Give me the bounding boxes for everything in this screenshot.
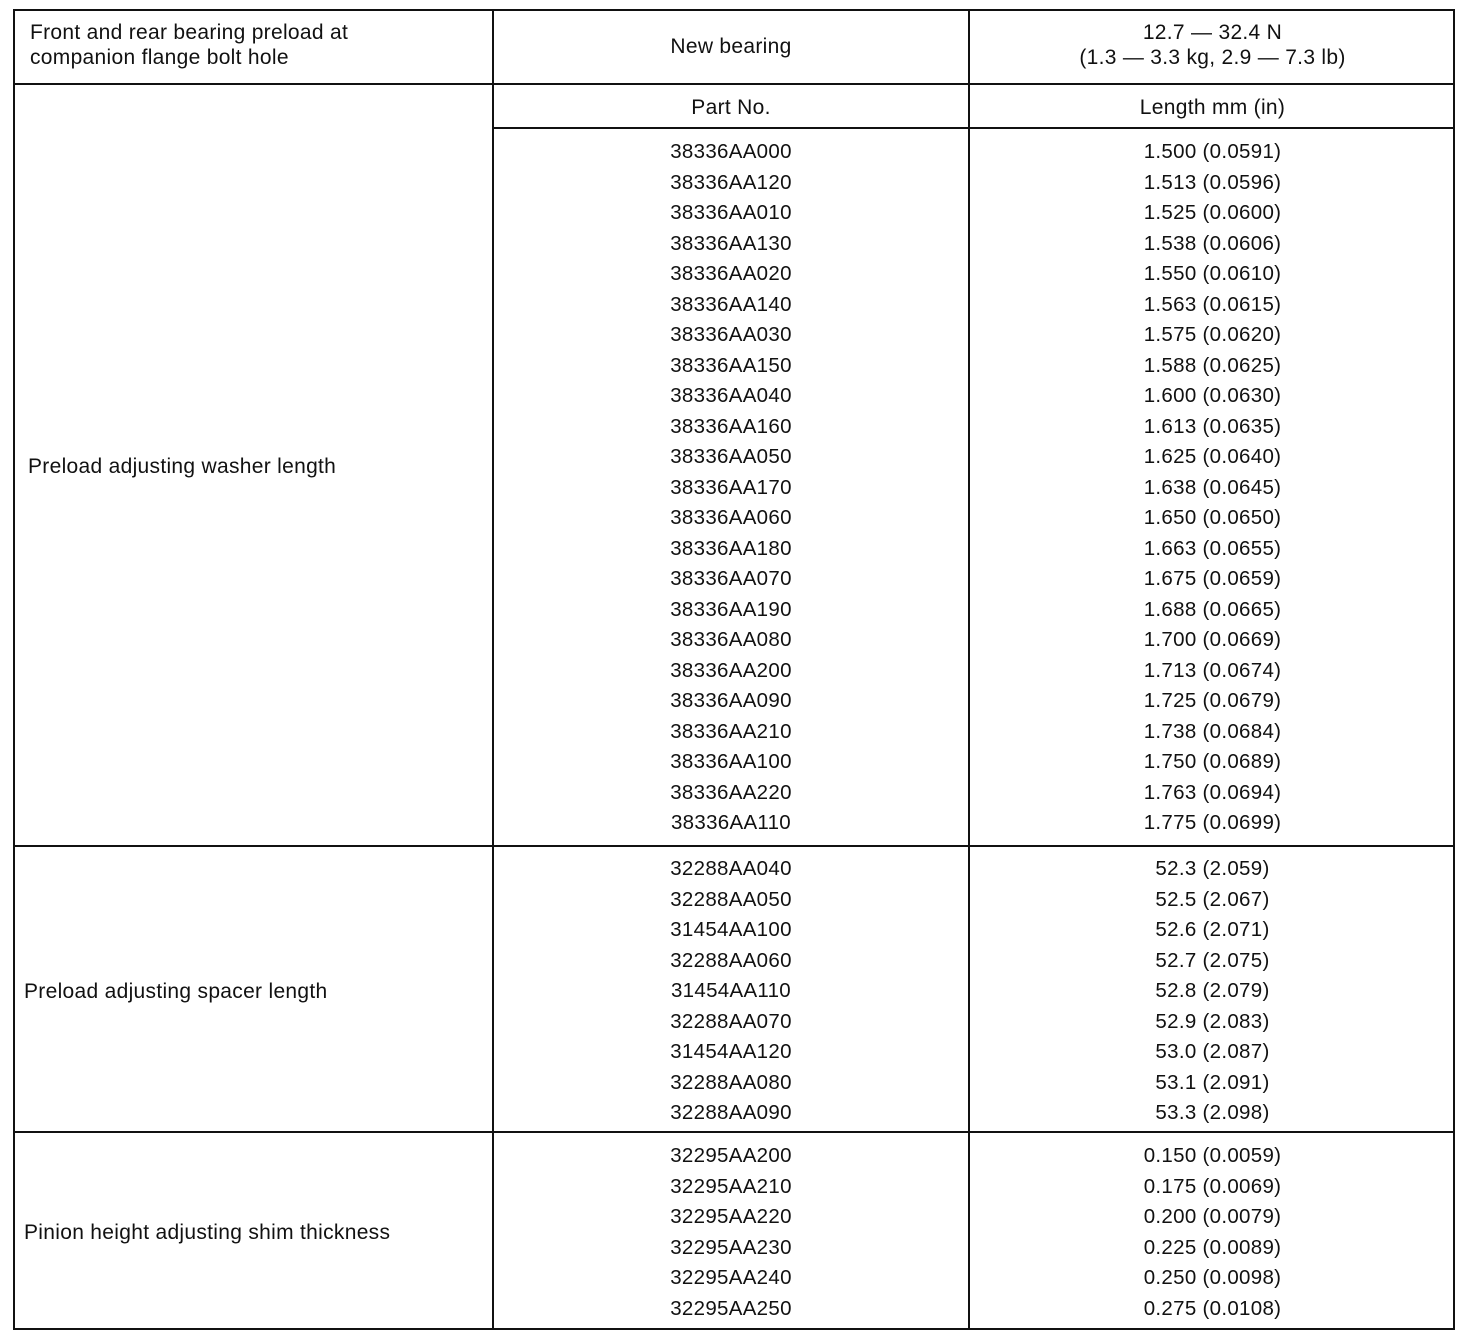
shim-part-list [494,1141,968,1324]
spacer-length: 53.0 (2.087) [1155,1040,1270,1063]
washer-part-no: 38336AA180 [670,536,792,560]
shim-thickness: 0.225 (0.0089) [1143,1235,1282,1259]
washer-length: 1.650 (0.0650) [1143,506,1282,529]
preload-spec [970,20,1455,70]
shim-length-list [970,1141,1455,1324]
washer-length: 1.713 (0.0674) [1143,658,1282,682]
washer-part-no: 38336AA160 [670,414,792,438]
row-divider-spacer [13,1131,1455,1133]
bearing-condition: New bearing [670,35,792,58]
spacer-part-no: 32288AA060 [670,948,792,972]
washer-length: 1.688 (0.0665) [1143,597,1282,621]
part-no-header: Part No. [691,96,771,119]
washer-part-no: 38336AA040 [670,384,792,407]
shim-thickness: 0.150 (0.0059) [1143,1144,1282,1167]
spacer-length: 52.9 (2.083) [1155,1009,1270,1033]
preload-item-label [30,20,348,70]
length-header: Length mm (in) [1139,96,1286,119]
washer-part-no: 38336AA140 [670,292,792,316]
washer-part-no: 38336AA210 [670,719,792,743]
spacer-part-no: 31454AA120 [670,1040,792,1063]
shim-part-no: 32295AA220 [670,1205,792,1228]
washer-length: 1.725 (0.0679) [1143,689,1282,712]
washer-length-list [970,137,1455,839]
washer-length: 1.513 (0.0596) [1143,170,1282,194]
preload-item-line2: companion flange bolt hole [30,46,289,69]
washer-part-no: 38336AA190 [670,597,792,621]
washer-length: 1.775 (0.0699) [1143,811,1282,834]
spacer-length-list [970,854,1455,1129]
spacer-part-no: 31454AA100 [670,918,792,941]
washer-length: 1.738 (0.0684) [1143,719,1282,743]
washer-length: 1.613 (0.0635) [1143,414,1282,438]
washer-part-no: 38336AA070 [670,567,792,590]
shim-part-no: 32295AA200 [670,1144,792,1167]
washer-length: 1.538 (0.0606) [1143,231,1282,255]
spacer-part-no: 32288AA070 [670,1009,792,1033]
row-divider-header [13,83,1455,85]
washer-length: 1.500 (0.0591) [1143,140,1282,163]
washer-part-no: 38336AA030 [670,323,792,346]
washer-part-no: 38336AA000 [670,140,792,163]
spacer-part-no: 32288AA080 [670,1070,792,1094]
spacer-part-no: 32288AA040 [670,857,792,880]
washer-length: 1.663 (0.0655) [1143,536,1282,560]
washer-part-no: 38336AA110 [670,811,792,834]
washer-length: 1.525 (0.0600) [1143,201,1282,224]
shim-part-no: 32295AA240 [670,1266,792,1289]
washer-length: 1.550 (0.0610) [1143,262,1282,285]
shim-part-no: 32295AA210 [670,1174,792,1198]
washer-part-no: 38336AA090 [670,689,792,712]
washer-part-no: 38336AA200 [670,658,792,682]
preload-item-line1: Front and rear bearing preload at [30,21,349,44]
washer-part-no: 38336AA020 [670,262,792,285]
shim-label: Pinion height adjusting shim thickness [24,1221,391,1244]
shim-thickness: 0.200 (0.0079) [1143,1205,1282,1228]
washer-length: 1.675 (0.0659) [1143,567,1282,590]
spacer-length: 53.1 (2.091) [1155,1070,1270,1094]
washer-label: Preload adjusting washer length [28,455,337,478]
spacer-length: 52.3 (2.059) [1155,857,1270,880]
shim-part-no: 32295AA250 [670,1296,792,1320]
washer-part-no: 38336AA060 [670,506,792,529]
preload-spec-line2: (1.3 — 3.3 kg, 2.9 — 7.3 lb) [1079,46,1346,69]
spacer-part-no: 32288AA090 [670,1101,792,1124]
spacer-part-no: 31454AA110 [670,979,792,1002]
washer-part-list [494,137,968,839]
washer-length: 1.763 (0.0694) [1143,780,1282,804]
shim-thickness: 0.250 (0.0098) [1143,1266,1282,1289]
spacer-length: 52.5 (2.067) [1155,887,1270,911]
washer-part-no: 38336AA080 [670,628,792,651]
washer-length: 1.600 (0.0630) [1143,384,1282,407]
spacer-length: 53.3 (2.098) [1155,1101,1270,1124]
preload-spec-line1: 12.7 — 32.4 N [1142,21,1283,44]
washer-part-no: 38336AA150 [670,353,792,377]
washer-part-no: 38336AA130 [670,231,792,255]
spacer-length: 52.7 (2.075) [1155,948,1270,972]
washer-part-no: 38336AA010 [670,201,792,224]
spacer-part-no: 32288AA050 [670,887,792,911]
washer-length: 1.750 (0.0689) [1143,750,1282,773]
washer-length: 1.700 (0.0669) [1143,628,1282,651]
washer-part-no: 38336AA220 [670,780,792,804]
washer-length: 1.575 (0.0620) [1143,323,1282,346]
spacer-length: 52.8 (2.079) [1155,979,1270,1002]
row-divider-washer [13,845,1455,847]
spacer-part-list [494,854,968,1129]
shim-part-no: 32295AA230 [670,1235,792,1259]
washer-part-no: 38336AA100 [670,750,792,773]
washer-length: 1.588 (0.0625) [1143,353,1282,377]
washer-part-no: 38336AA120 [670,170,792,194]
washer-length: 1.625 (0.0640) [1143,445,1282,468]
shim-thickness: 0.275 (0.0108) [1143,1296,1282,1320]
row-divider-subheader [493,127,1455,129]
shim-thickness: 0.175 (0.0069) [1143,1174,1282,1198]
spacer-label: Preload adjusting spacer length [24,980,328,1003]
washer-part-no: 38336AA050 [670,445,792,468]
washer-length: 1.638 (0.0645) [1143,475,1282,499]
washer-part-no: 38336AA170 [670,475,792,499]
spacer-length: 52.6 (2.071) [1155,918,1270,941]
washer-length: 1.563 (0.0615) [1143,292,1282,316]
